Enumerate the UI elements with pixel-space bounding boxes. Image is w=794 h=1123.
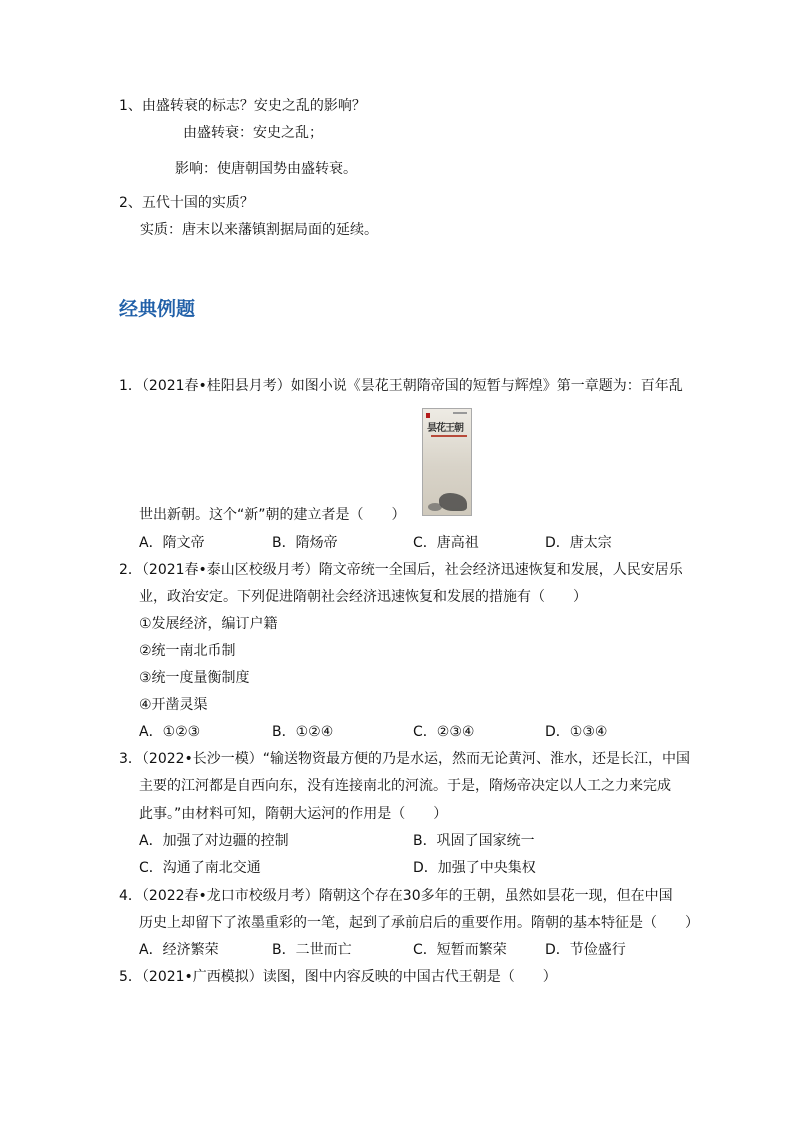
q2-item-4: ④开凿灵渠 bbox=[139, 697, 208, 713]
ink-painting-shadow bbox=[428, 503, 442, 511]
review-question-1: 1、由盛转衰的标志？安史之乱的影响？ bbox=[119, 98, 366, 114]
q3-option-d: D．加强了中央集权 bbox=[413, 860, 536, 876]
q2-item-3: ③统一度量衡制度 bbox=[139, 670, 250, 686]
q1-line-1: 1．（2021春•桂阳县月考）如图小说《昙花王朝隋帝国的短暂与辉煌》第一章题为：百年乱 bbox=[119, 378, 683, 394]
q1-option-d: D．唐太宗 bbox=[545, 535, 612, 551]
q3-line-2: 主要的江河都是自西向东，没有连接南北的河流。于是，隋炀帝决定以人工之力来完成 bbox=[139, 778, 671, 794]
q1-option-a: A．隋文帝 bbox=[139, 535, 205, 551]
q1-option-c: C．唐高祖 bbox=[413, 535, 479, 551]
publisher-line bbox=[453, 412, 467, 414]
q4-option-a: A．经济繁荣 bbox=[139, 942, 219, 958]
q4-line-2: 历史上却留下了浓墨重彩的一笔，起到了承前启后的重要作用。隋朝的基本特征是（ ） bbox=[139, 915, 699, 931]
review-answer-2: 实质：唐末以来藩镇割据局面的延续。 bbox=[140, 222, 378, 238]
q3-option-a: A．加强了对边疆的控制 bbox=[139, 833, 289, 849]
q1-option-b: B．隋炀帝 bbox=[272, 535, 338, 551]
q4-line-1: 4．（2022春•龙口市校级月考）隋朝这个存在30多年的王朝，虽然如昙花一现，但在中国 bbox=[119, 888, 673, 904]
q1-line-2: 世出新朝。这个“新”朝的建立者是（ ） bbox=[139, 507, 406, 523]
review-answer-1-line-1: 由盛转衰：安史之乱； bbox=[183, 125, 323, 141]
q2-option-d: D．①③④ bbox=[545, 724, 608, 740]
q2-option-b: B．①②④ bbox=[272, 724, 334, 740]
q2-option-a: A．①②③ bbox=[139, 724, 201, 740]
book-cover-image bbox=[422, 408, 472, 516]
q4-option-c: C．短暂而繁荣 bbox=[413, 942, 507, 958]
ink-painting-figure bbox=[439, 493, 467, 511]
review-question-2: 2、五代十国的实质？ bbox=[119, 195, 254, 211]
q3-option-c: C．沟通了南北交通 bbox=[139, 860, 261, 876]
q2-item-1: ①发展经济，编订户籍 bbox=[139, 616, 278, 632]
q2-option-c: C．②③④ bbox=[413, 724, 475, 740]
q3-line-1: 3．（2022•长沙一模）“输送物资最方便的乃是水运，然而无论黄河、淮水，还是长江，中国 bbox=[119, 751, 691, 767]
review-answer-1-line-2: 影响：使唐朝国势由盛转衰。 bbox=[175, 161, 357, 177]
q3-line-3: 此事。”由材料可知，隋朝大运河的作用是（ ） bbox=[139, 806, 448, 822]
q4-option-b: B．二世而亡 bbox=[272, 942, 352, 958]
q3-option-b: B．巩固了国家统一 bbox=[413, 833, 535, 849]
book-cover-subtitle-bar bbox=[431, 435, 467, 437]
publisher-logo-icon bbox=[426, 413, 430, 418]
q2-line-2: 业，政治安定。下列促进隋朝社会经济迅速恢复和发展的措施有（ ） bbox=[139, 589, 587, 605]
q2-line-1: 2．（2021春•泰山区校级月考）隋文帝统一全国后，社会经济迅速恢复和发展，人民安居乐 bbox=[119, 562, 683, 578]
section-title: 经典例题 bbox=[119, 298, 196, 320]
q4-option-d: D．节俭盛行 bbox=[545, 942, 626, 958]
book-cover-title: 昙花王朝 bbox=[427, 423, 463, 434]
q2-item-2: ②统一南北币制 bbox=[139, 643, 236, 659]
q5-line-1: 5．（2021•广西模拟）读图，图中内容反映的中国古代王朝是（ ） bbox=[119, 969, 557, 985]
